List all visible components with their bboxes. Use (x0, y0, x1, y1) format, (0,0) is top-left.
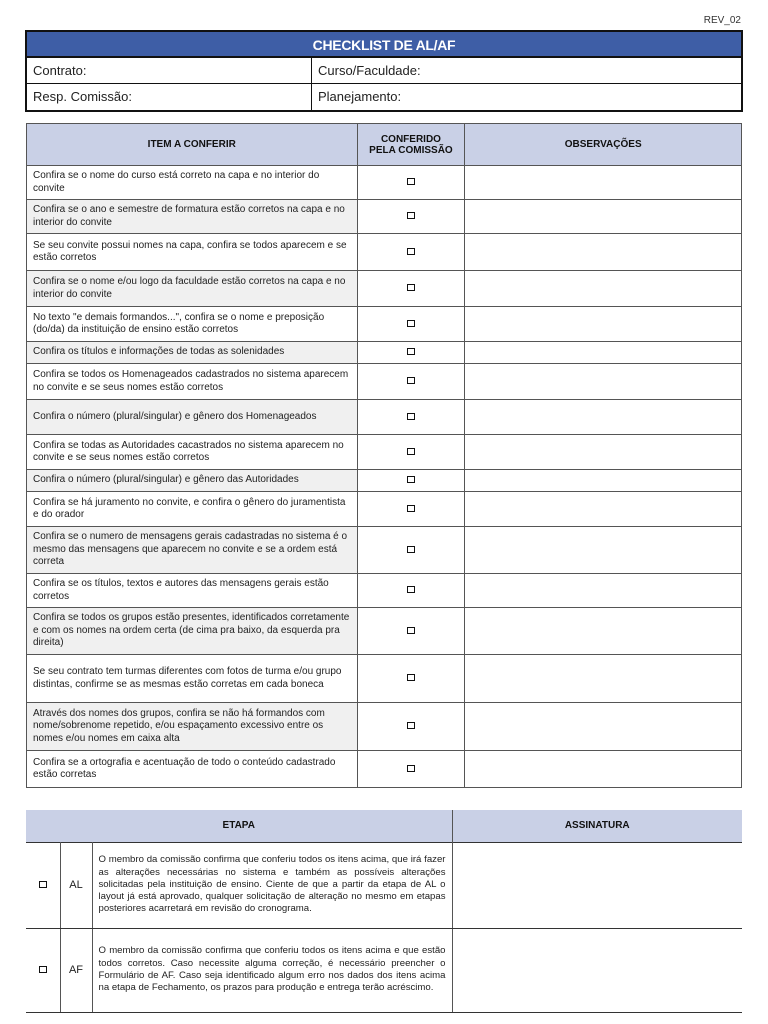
table-row (27, 342, 742, 364)
checklist-item-text: Confira se os títulos, textos e autores das mensagens gerais estão corretos (27, 574, 358, 608)
observacoes-cell[interactable] (465, 574, 742, 608)
checklist-item-text: Confira os títulos e informações de todas as solenidades (27, 342, 358, 364)
checkbox[interactable] (407, 377, 415, 384)
observacoes-cell[interactable] (465, 200, 742, 234)
checklist-item-text: Confira se todas as Autoridades cacastrados no sistema aparecem no convite e se seus nomes estão corretos (27, 435, 358, 470)
observacoes-cell[interactable] (465, 234, 742, 271)
conferido-cell (357, 574, 465, 608)
table-row (27, 492, 742, 527)
checklist-item-text: Confira se há juramento no convite, e confira o gênero do juramentista e do orador (27, 492, 358, 527)
table-row (27, 655, 742, 703)
table-row (27, 364, 742, 400)
conferido-cell (357, 234, 465, 271)
conferido-cell (357, 364, 465, 400)
conferido-cell (357, 470, 465, 492)
conferido-cell (357, 307, 465, 342)
signature-cell[interactable] (452, 928, 742, 1012)
checklist-item-text: Confira se todos os Homenageados cadastrados no sistema aparecem no convite e se seus nomes estão corretos (27, 364, 358, 400)
checkbox[interactable] (407, 413, 415, 420)
checkbox[interactable] (407, 586, 415, 593)
checkbox[interactable] (407, 476, 415, 483)
conferido-cell (357, 608, 465, 655)
observacoes-cell[interactable] (465, 364, 742, 400)
conferido-cell (357, 492, 465, 527)
col-conferido-header (357, 124, 465, 166)
signature-cell[interactable] (452, 842, 742, 928)
checklist-item-text: Confira se o ano e semestre de formatura estão corretos na capa e no interior do convite (27, 200, 358, 234)
conferido-cell (357, 751, 465, 788)
table-row (27, 435, 742, 470)
stage-body (26, 842, 742, 1012)
table-row (27, 703, 742, 751)
stage-checkbox-cell (26, 928, 60, 1012)
conferido-cell (357, 200, 465, 234)
table-row (27, 307, 742, 342)
observacoes-cell[interactable] (465, 655, 742, 703)
page-title: CHECKLIST DE AL/AF (27, 32, 741, 58)
stage-row (26, 842, 742, 928)
table-row (27, 574, 742, 608)
observacoes-cell[interactable] (465, 608, 742, 655)
conferido-cell (357, 342, 465, 364)
table-row (27, 751, 742, 788)
conferido-cell (357, 703, 465, 751)
resp-comissao-field[interactable]: Resp. Comissão: (27, 84, 312, 110)
table-row (27, 527, 742, 574)
curso-field[interactable]: Curso/Faculdade: (318, 63, 421, 78)
checkbox[interactable] (407, 178, 415, 185)
table-row (27, 608, 742, 655)
checkbox[interactable] (407, 674, 415, 681)
checklist-item-text: Através dos nomes dos grupos, confira se não há formandos com nome/sobrenome repetido, e/ou espaçamento excessivo entre os nomes e/ou nomes em caixa alta (27, 703, 358, 751)
observacoes-cell[interactable] (465, 470, 742, 492)
checkbox[interactable] (407, 348, 415, 355)
table-row (27, 166, 742, 200)
revision-label: REV_02 (703, 15, 741, 26)
observacoes-cell[interactable] (465, 703, 742, 751)
checklist-item-text: Se seu contrato tem turmas diferentes com fotos de turma e/ou grupo distintas, confirme se as mesmas estão corretas em cada boneca (27, 655, 358, 703)
checkbox[interactable] (39, 881, 47, 888)
checklist-item-text: Confira o número (plural/singular) e gênero dos Homenageados (27, 400, 358, 435)
col-conferido-line1: CONFERIDO (380, 133, 441, 145)
conferido-cell (357, 400, 465, 435)
table-row (27, 200, 742, 234)
conferido-cell (357, 527, 465, 574)
col-obs-header: OBSERVAÇÕES (465, 124, 742, 166)
conferido-cell (357, 655, 465, 703)
col-conferido-line2: PELA COMISSÃO (369, 144, 453, 156)
observacoes-cell[interactable] (465, 527, 742, 574)
checklist-item-text: No texto "e demais formandos...", confira se o nome e preposição (do/da) da instituição de ensino estão corretos (27, 307, 358, 342)
checklist-table (26, 123, 742, 788)
observacoes-cell[interactable] (465, 400, 742, 435)
conferido-cell (357, 435, 465, 470)
checklist-item-text: Confira se a ortografia e acentuação de todo o conteúdo cadastrado estão corretas (27, 751, 358, 788)
observacoes-cell[interactable] (465, 342, 742, 364)
checklist-body (27, 166, 742, 788)
stage-row (26, 928, 742, 1012)
checklist-header-row (27, 124, 742, 166)
observacoes-cell[interactable] (465, 492, 742, 527)
checklist-item-text: Confira se o nome e/ou logo da faculdade estão corretos na capa e no interior do convite (27, 271, 358, 307)
checkbox[interactable] (407, 627, 415, 634)
observacoes-cell[interactable] (465, 271, 742, 307)
checkbox[interactable] (407, 765, 415, 772)
checkbox[interactable] (407, 212, 415, 219)
checkbox[interactable] (407, 448, 415, 455)
table-row (27, 400, 742, 435)
observacoes-cell[interactable] (465, 751, 742, 788)
observacoes-cell[interactable] (465, 435, 742, 470)
checklist-item-text: Confira se o nome do curso está correto na capa e no interior do convite (27, 166, 358, 200)
stage-code: AF (60, 928, 92, 1012)
checklist-item-text: Confira se todos os grupos estão presentes, identificados corretamente e com os nomes na ordem certa (de cima pra baixo, da esquerda pra direita) (27, 608, 358, 655)
stage-header-row (26, 810, 742, 842)
checkbox[interactable] (407, 722, 415, 729)
col-assinatura-header: ASSINATURA (452, 810, 742, 842)
header-row-responsible (27, 84, 741, 110)
stage-table (26, 810, 742, 1013)
checkbox[interactable] (407, 505, 415, 512)
observacoes-cell[interactable] (465, 166, 742, 200)
conferido-cell (357, 166, 465, 200)
header-row-contract (27, 58, 741, 84)
table-row (27, 470, 742, 492)
checkbox[interactable] (407, 284, 415, 291)
col-etapa-header: ETAPA (26, 810, 452, 842)
contrato-field[interactable]: Contrato: (27, 58, 312, 83)
checkbox[interactable] (39, 966, 47, 973)
stage-description: O membro da comissão confirma que conferiu todos os itens acima, que irá fazer as alterações necessárias no sistema e também as possíveis alterações solicitadas pela instituição de ensino. Ciente de que a partir da etapa de AL o layout já está aprovado, qualquer solicitação de alteração no mesmo em etapas posteriores acarretará em revisão do cronograma. (92, 842, 452, 928)
stage-checkbox-cell (26, 842, 60, 928)
planejamento-field[interactable]: Planejamento: (318, 89, 402, 104)
stage-description: O membro da comissão confirma que conferiu todos os itens acima e que estão todos corretos. Caso necessite alguma correção, é necessário preencher o Formulário de AF. Caso seja identificado algum erro nos dados dos itens acima na etapa de Fechamento, os prazos para produção e entrega terão acréscimo. (92, 928, 452, 1012)
observacoes-cell[interactable] (465, 307, 742, 342)
table-row (27, 234, 742, 271)
checklist-item-text: Se seu convite possui nomes na capa, confira se todos aparecem e se estão corretos (27, 234, 358, 271)
stage-code: AL (60, 842, 92, 928)
checkbox[interactable] (407, 248, 415, 255)
checklist-item-text: Confira se o numero de mensagens gerais cadastradas no sistema é o mesmo das mensagens que aparecem no convite e se a ordem está correta (27, 527, 358, 574)
checklist-header (25, 30, 743, 112)
checklist-item-text: Confira o número (plural/singular) e gênero das Autoridades (27, 470, 358, 492)
checkbox[interactable] (407, 320, 415, 327)
checkbox[interactable] (407, 546, 415, 553)
conferido-cell (357, 271, 465, 307)
col-item-header: ITEM A CONFERIR (27, 124, 358, 166)
table-row (27, 271, 742, 307)
